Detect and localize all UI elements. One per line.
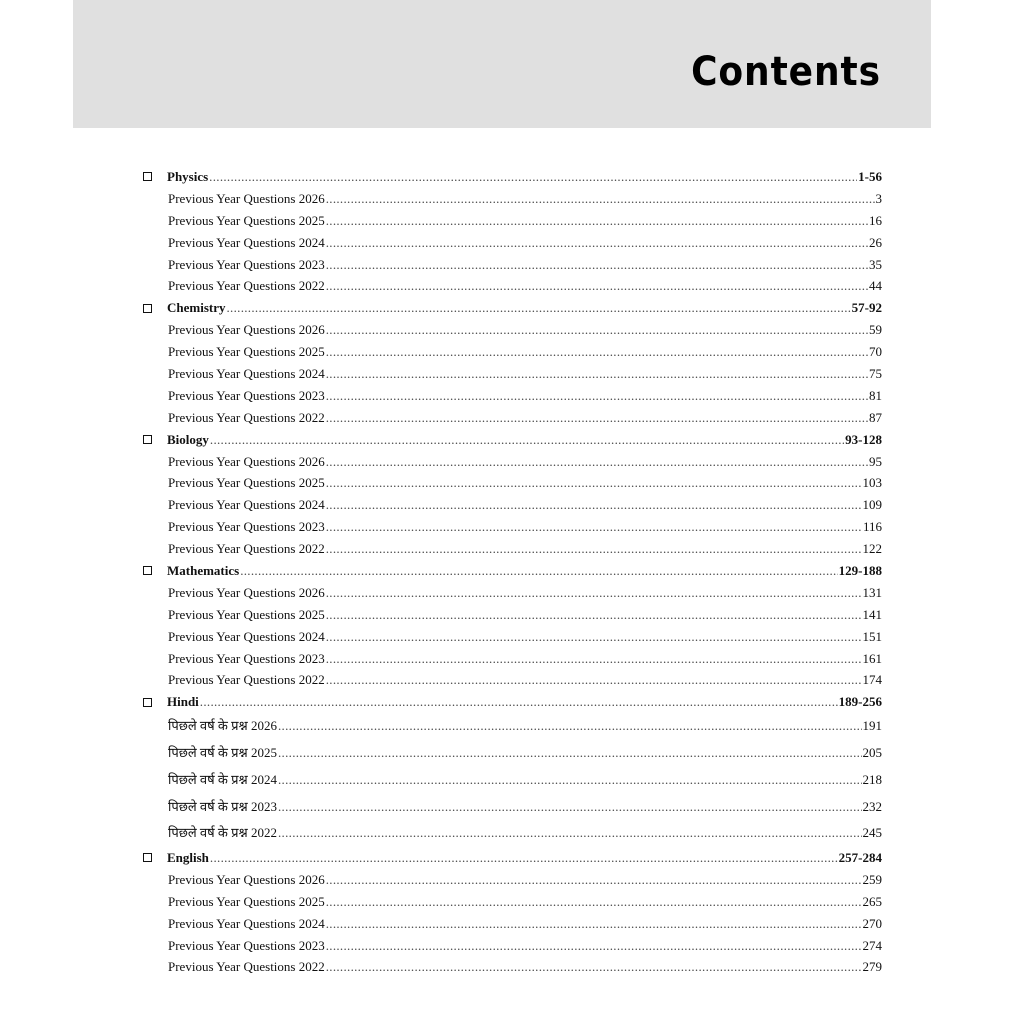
dot-leader xyxy=(210,429,844,451)
entry-page-number: 116 xyxy=(862,519,882,535)
section-page-range: 189-256 xyxy=(838,694,882,710)
entry-title: Previous Year Questions 2026 xyxy=(168,871,325,887)
entry-title: Previous Year Questions 2025 xyxy=(168,212,325,228)
dot-leader xyxy=(326,210,868,232)
checkbox-icon xyxy=(143,304,152,313)
dot-leader xyxy=(326,669,862,691)
dot-leader xyxy=(326,538,862,560)
entry-title: Previous Year Questions 2025 xyxy=(168,344,325,360)
entry-page-number: 75 xyxy=(869,366,882,382)
toc-entry[interactable] xyxy=(143,385,882,407)
dot-leader xyxy=(326,341,868,363)
entry-page-number: 122 xyxy=(862,541,882,557)
dot-leader xyxy=(240,560,837,582)
toc-entry[interactable] xyxy=(143,794,882,821)
entry-page-number: 141 xyxy=(862,606,882,622)
toc-entry[interactable] xyxy=(143,451,882,473)
toc-entry[interactable] xyxy=(143,891,882,913)
dot-leader xyxy=(278,767,862,794)
toc-entry[interactable] xyxy=(143,210,882,232)
entry-page-number: 151 xyxy=(862,628,882,644)
dot-leader xyxy=(326,188,875,210)
entry-title: Previous Year Questions 2022 xyxy=(168,409,325,425)
dot-leader xyxy=(326,232,868,254)
section-page-range: 57-92 xyxy=(851,300,882,316)
dot-leader xyxy=(326,935,862,957)
entry-page-number: 109 xyxy=(862,497,882,513)
section-title: Biology xyxy=(167,431,209,447)
entry-page-number: 3 xyxy=(875,190,882,206)
entry-title: Previous Year Questions 2026 xyxy=(168,453,325,469)
section-page-range: 1-56 xyxy=(858,169,882,184)
toc-entry[interactable] xyxy=(143,341,882,363)
section-title: Physics xyxy=(167,169,209,184)
toc-section-physics[interactable] xyxy=(143,166,882,188)
checkbox-icon xyxy=(143,566,152,575)
toc-section-biology[interactable] xyxy=(143,429,882,451)
section-page-range: 129-188 xyxy=(838,563,882,579)
toc-entry[interactable] xyxy=(143,820,882,847)
entry-page-number: 245 xyxy=(862,825,882,841)
entry-page-number: 174 xyxy=(862,672,882,688)
dot-leader xyxy=(326,319,868,341)
entry-title: Previous Year Questions 2023 xyxy=(168,387,325,403)
dot-leader xyxy=(227,297,851,319)
entry-title: Previous Year Questions 2025 xyxy=(168,475,325,491)
toc-entry[interactable] xyxy=(143,188,882,210)
toc-entry[interactable] xyxy=(143,319,882,341)
entry-title: पिछले वर्ष के प्रश्न 2024 xyxy=(168,771,277,787)
dot-leader xyxy=(326,472,862,494)
toc-entry[interactable] xyxy=(143,538,882,560)
entry-title: पिछले वर्ष के प्रश्न 2025 xyxy=(168,745,277,761)
entry-title: Previous Year Questions 2022 xyxy=(168,278,325,294)
entry-title: Previous Year Questions 2023 xyxy=(168,650,325,666)
entry-title: Previous Year Questions 2026 xyxy=(168,584,325,600)
toc-entry[interactable] xyxy=(143,648,882,670)
dot-leader xyxy=(326,913,862,935)
entry-title: Previous Year Questions 2024 xyxy=(168,234,325,250)
dot-leader xyxy=(326,275,868,297)
toc-entry[interactable] xyxy=(143,604,882,626)
entry-page-number: 232 xyxy=(862,798,882,814)
header-banner xyxy=(73,0,931,128)
toc-entry[interactable] xyxy=(143,232,882,254)
toc-entry[interactable] xyxy=(143,869,882,891)
dot-leader xyxy=(326,385,868,407)
toc-entry[interactable] xyxy=(143,494,882,516)
entry-title: Previous Year Questions 2024 xyxy=(168,628,325,644)
dot-leader xyxy=(278,713,862,740)
entry-title: पिछले वर्ष के प्रश्न 2026 xyxy=(168,718,277,734)
entry-title: Previous Year Questions 2025 xyxy=(168,606,325,622)
dot-leader xyxy=(326,582,862,604)
entry-page-number: 103 xyxy=(862,475,882,491)
entry-page-number: 81 xyxy=(869,387,882,403)
entry-title: Previous Year Questions 2023 xyxy=(168,256,325,272)
entry-page-number: 59 xyxy=(869,322,882,338)
entry-page-number: 259 xyxy=(862,871,882,887)
entry-page-number: 70 xyxy=(869,344,882,360)
entry-page-number: 265 xyxy=(862,893,882,909)
entry-page-number: 205 xyxy=(862,745,882,761)
entry-title: Previous Year Questions 2022 xyxy=(168,541,325,557)
entry-page-number: 131 xyxy=(862,584,882,600)
toc-entry[interactable] xyxy=(143,254,882,276)
section-title: Mathematics xyxy=(167,563,240,579)
dot-leader xyxy=(326,626,862,648)
checkbox-icon xyxy=(143,853,152,862)
entry-page-number: 274 xyxy=(862,937,882,953)
entry-title: Previous Year Questions 2024 xyxy=(168,366,325,382)
entry-title: Previous Year Questions 2024 xyxy=(168,497,325,513)
toc-entry[interactable] xyxy=(143,956,882,978)
entry-page-number: 270 xyxy=(862,915,882,931)
entry-page-number: 218 xyxy=(862,771,882,787)
section-title: Chemistry xyxy=(167,300,226,316)
section-page-range: 257-284 xyxy=(838,850,882,866)
dot-leader xyxy=(278,820,862,847)
entry-title: पिछले वर्ष के प्रश्न 2022 xyxy=(168,825,277,841)
entry-page-number: 279 xyxy=(862,959,882,975)
dot-leader xyxy=(326,451,868,473)
dot-leader xyxy=(210,847,838,869)
checkbox-icon xyxy=(143,172,152,181)
toc-entry[interactable] xyxy=(143,713,882,740)
entry-title: Previous Year Questions 2026 xyxy=(168,322,325,338)
entry-title: Previous Year Questions 2022 xyxy=(168,672,325,688)
entry-title: Previous Year Questions 2022 xyxy=(168,959,325,975)
toc-entry[interactable] xyxy=(143,767,882,794)
entry-page-number: 26 xyxy=(869,234,882,250)
entry-title: Previous Year Questions 2023 xyxy=(168,519,325,535)
section-title: English xyxy=(167,850,209,866)
dot-leader xyxy=(326,516,862,538)
dot-leader xyxy=(326,891,862,913)
entry-title: पिछले वर्ष के प्रश्न 2023 xyxy=(168,798,277,814)
toc-section-english[interactable] xyxy=(143,847,882,869)
toc-entry[interactable] xyxy=(143,740,882,767)
toc-entry[interactable] xyxy=(143,669,882,691)
checkbox-icon xyxy=(143,698,152,707)
entry-page-number: 95 xyxy=(869,453,882,469)
dot-leader xyxy=(209,166,857,188)
entry-page-number: 44 xyxy=(869,278,882,294)
entry-title: Previous Year Questions 2025 xyxy=(168,893,325,909)
dot-leader xyxy=(326,407,868,429)
page-title: Contents xyxy=(691,49,881,95)
dot-leader xyxy=(326,254,868,276)
dot-leader xyxy=(200,691,838,713)
toc-entry[interactable] xyxy=(143,363,882,385)
toc-entry[interactable] xyxy=(143,935,882,957)
toc-section-chemistry[interactable] xyxy=(143,297,882,319)
toc-entry[interactable] xyxy=(143,582,882,604)
dot-leader xyxy=(326,363,868,385)
toc-entry[interactable] xyxy=(143,472,882,494)
toc-entry[interactable] xyxy=(143,626,882,648)
section-page-range: 93-128 xyxy=(845,431,882,447)
section-title: Hindi xyxy=(167,694,199,710)
dot-leader xyxy=(326,494,862,516)
entry-page-number: 161 xyxy=(862,650,882,666)
checkbox-icon xyxy=(143,435,152,444)
entry-title: Previous Year Questions 2023 xyxy=(168,937,325,953)
dot-leader xyxy=(326,869,862,891)
toc-entry[interactable] xyxy=(143,913,882,935)
entry-title: Previous Year Questions 2024 xyxy=(168,915,325,931)
toc-section-hindi[interactable] xyxy=(143,691,882,713)
table-of-contents xyxy=(143,166,882,978)
toc-entry[interactable] xyxy=(143,275,882,297)
dot-leader xyxy=(326,956,862,978)
toc-section-mathematics[interactable] xyxy=(143,560,882,582)
toc-entry[interactable] xyxy=(143,516,882,538)
dot-leader xyxy=(326,604,862,626)
entry-page-number: 191 xyxy=(862,718,882,734)
entry-page-number: 87 xyxy=(869,409,882,425)
dot-leader xyxy=(278,794,862,821)
toc-entry[interactable] xyxy=(143,407,882,429)
entry-title: Previous Year Questions 2026 xyxy=(168,190,325,206)
dot-leader xyxy=(326,648,862,670)
entry-page-number: 35 xyxy=(869,256,882,272)
dot-leader xyxy=(278,740,862,767)
entry-page-number: 16 xyxy=(869,212,882,228)
